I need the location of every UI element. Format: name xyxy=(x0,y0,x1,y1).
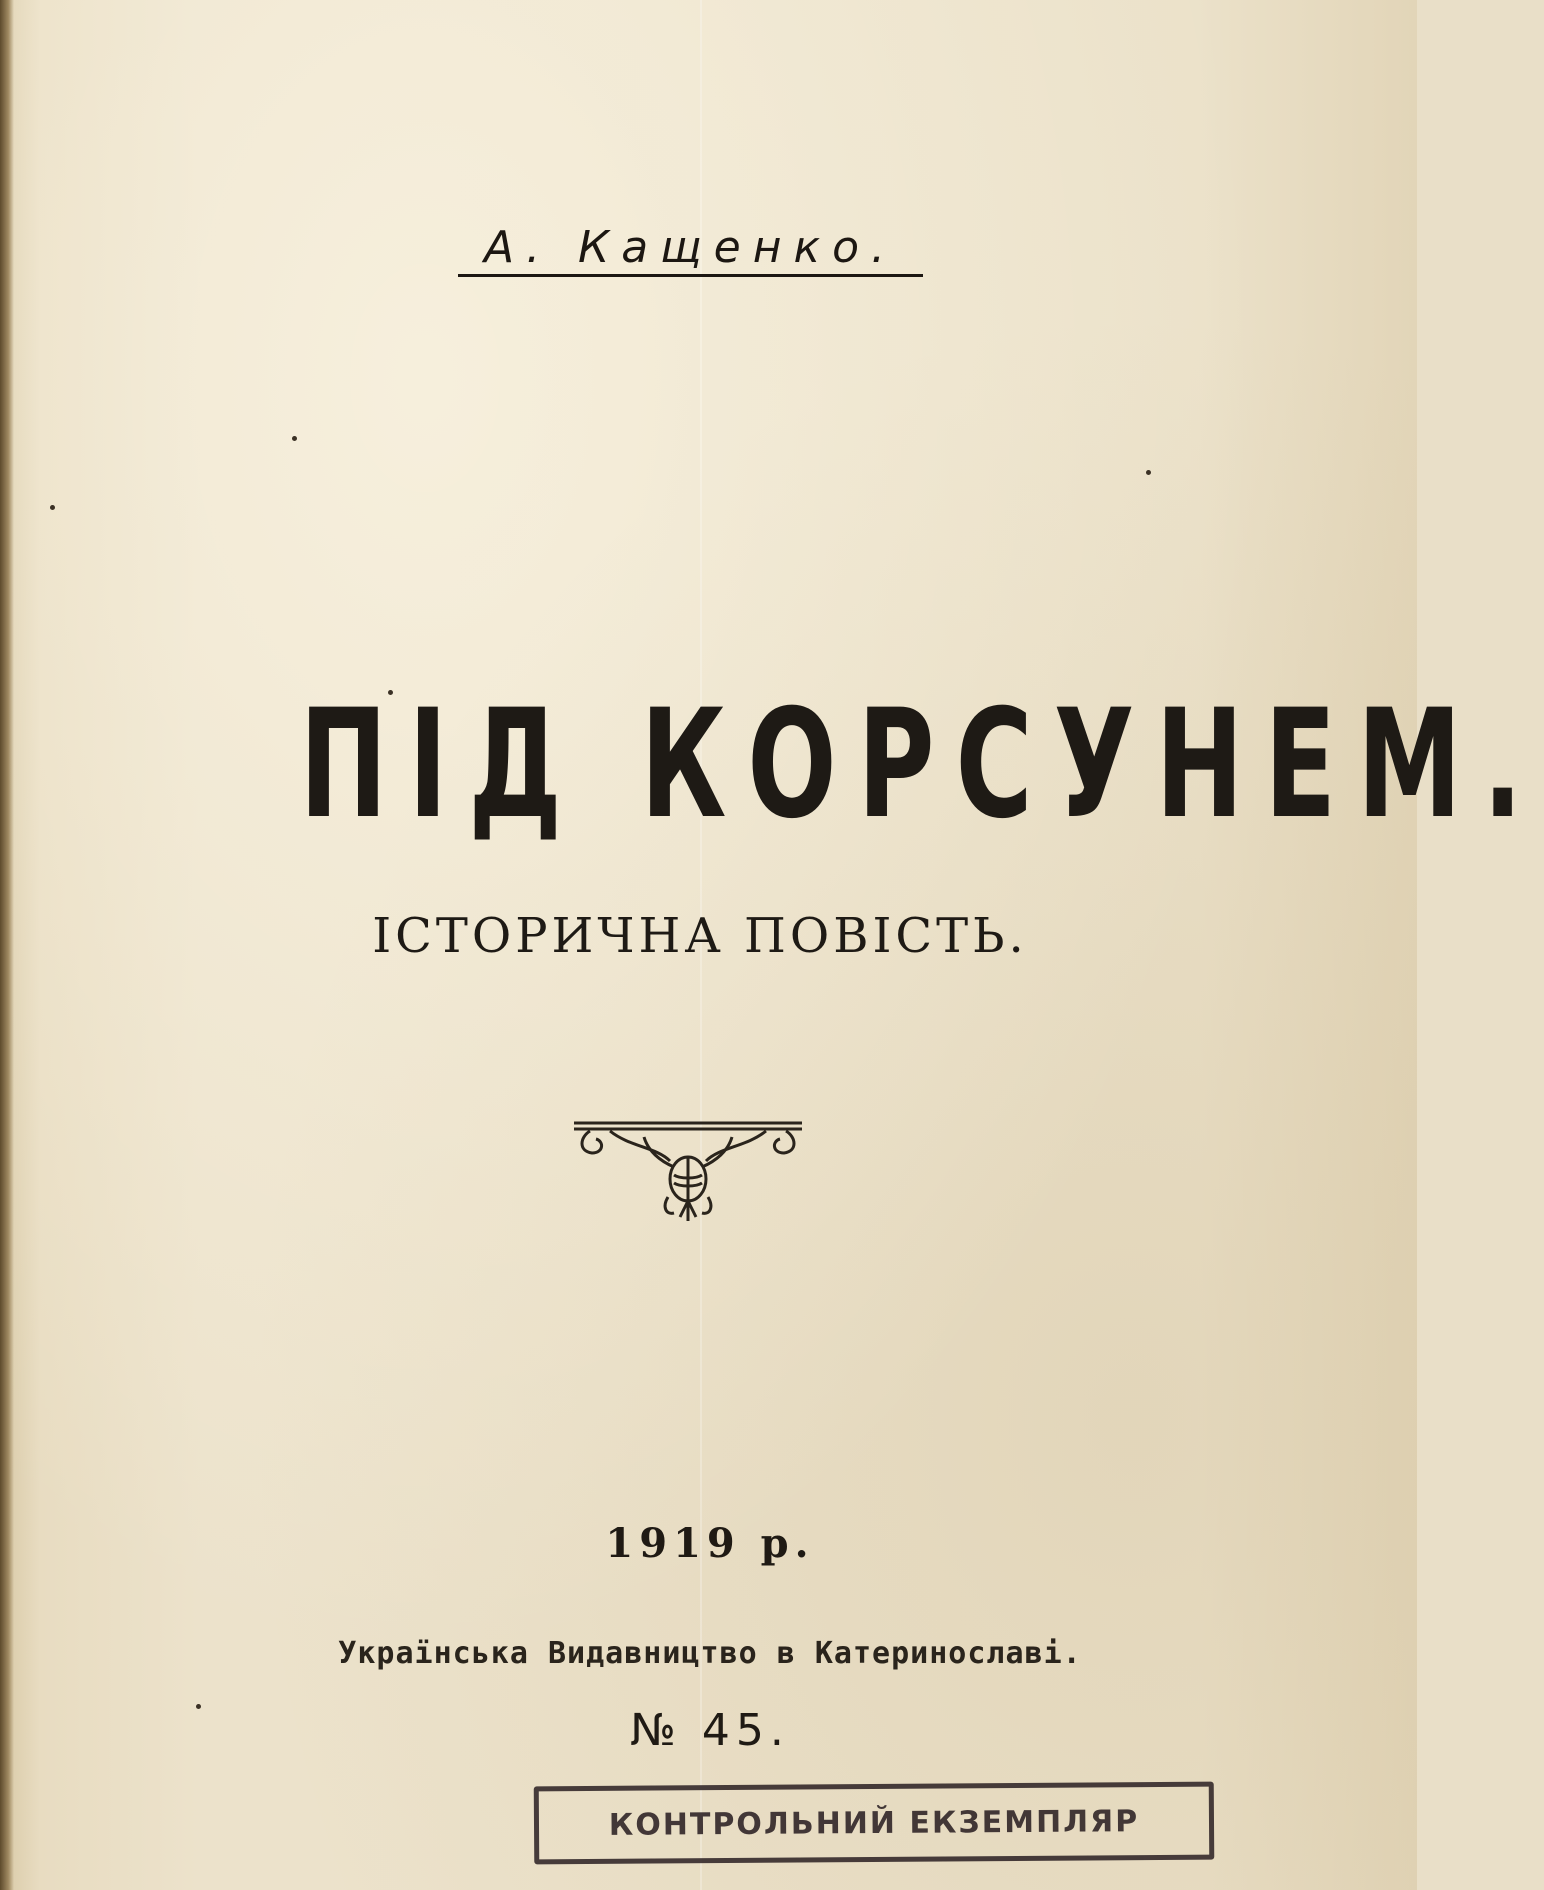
author-underline xyxy=(458,274,923,277)
ink-speck xyxy=(292,436,297,441)
ink-speck xyxy=(1146,470,1151,475)
author-name: А. Кащенко. xyxy=(483,222,898,273)
ink-speck xyxy=(50,505,55,510)
publication-year: 1919 р. xyxy=(605,1520,815,1567)
series-number: № 45. xyxy=(630,1705,790,1756)
stamp-text: КОНТРОЛЬНИЙ ЕКЗЕМПЛЯР xyxy=(608,1803,1140,1843)
control-copy-stamp xyxy=(534,1782,1215,1865)
ink-speck xyxy=(196,1704,201,1709)
spine-edge xyxy=(0,0,14,1890)
publisher-line: Українська Видавництво в Катеринославі. xyxy=(338,1636,1082,1671)
book-title: ПІД КОРСУНЕМ. xyxy=(299,678,1544,852)
floral-vignette-icon xyxy=(570,1117,806,1227)
book-subtitle: ІСТОРИЧНА ПОВІСТЬ. xyxy=(372,908,1028,964)
